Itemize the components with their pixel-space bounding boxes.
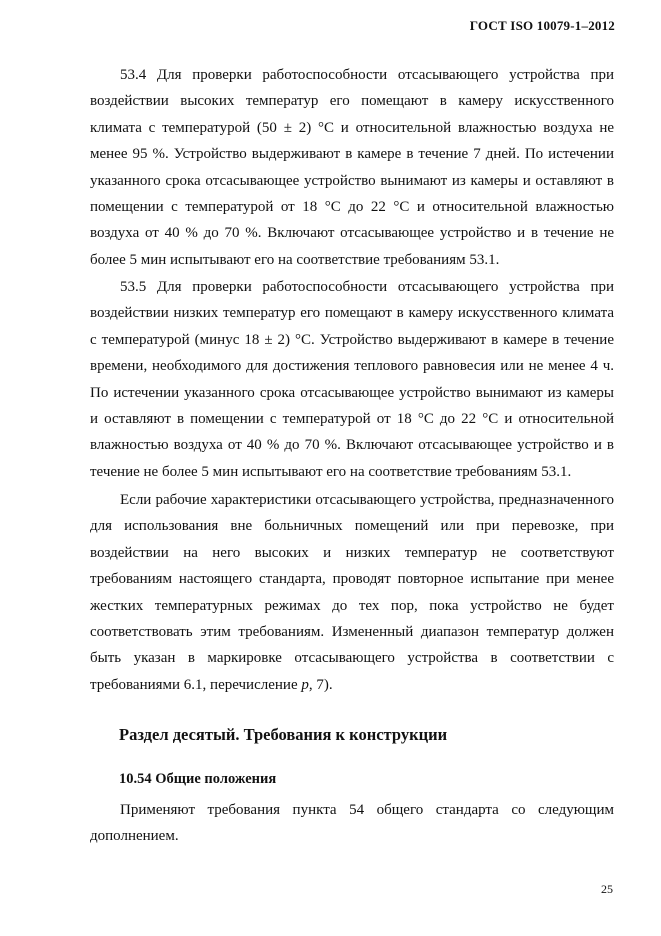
paragraph-if-text-main: Если рабочие характеристики отсасывающего устройства, предназначенного для использования вне больничных помещений или при перевозке, при воздействии на него высоких и низких температур не соответствуют требованиям настоящего стандарта, проводят повторное испытание при менее жестких температурных режимах до тех пор, пока устройство не будет соответствовать этим требованиям. Измененный диапазон температур должен быть указан в маркировке отсасывающего устройства в соответствии с требованиями 6.1, перечисление [90,492,614,693]
paragraph-53-4 [90,62,614,273]
paragraph-53-5-text: 53.5 Для проверки работоспособности отсасывающего устройства при воздействии низких температур его помещают в камеру искусственного климата с температурой (минус 18 ± 2) °С. Устройство выдерживают в камере в течение времени, необходимого для достижения теплового равновесия или не менее 4 ч. По истечении указанного срока отсасывающее устройство вынимают из камеры и оставляют в помещении с температурой от 18 °С до 22 °С и относительной влажностью воздуха от 40 % до 70 %. Включают отсасывающее устройство и в течение не более 5 мин испытывают его на соответствие требованиям 53.1. [90,279,614,480]
paragraph-if-text-end: , 7). [308,676,333,693]
paragraph-if-conditions-text [90,487,614,698]
section-heading: Раздел десятый. Требования к конструкции [119,725,448,744]
document-code-header: ГОСТ ISO 10079-1–2012 [469,18,615,33]
paragraph-53-5 [90,274,614,485]
paragraph-apply-requirements-text: Применяют требования пункта 54 общего стандарта со следующим дополнением. [90,802,614,845]
subsection-heading: 10.54 Общие положения [119,771,277,787]
paragraph-53-4-text: 53.4 Для проверки работоспособности отсасывающего устройства при воздействии высоких температур его помещают в камеру искусственного климата с температурой (50 ± 2) °С и относительной влажностью воздуха не менее 95 %. Устройство выдерживают в камере в течение 7 дней. По истечении указанного срока отсасывающее устройство вынимают из камеры и оставляют в помещении с температурой от 18 °С до 22 °С и относительной влажностью воздуха от 40 % до 70 %. Включают отсасывающее устройство и в течение не более 5 мин испытывают его на соответствие требованиям 53.1. [90,67,614,268]
paragraph-if-conditions [90,487,614,698]
page-number: 25 [601,882,613,896]
paragraph-if-text-italic: p [301,676,309,693]
paragraph-apply-requirements [90,797,614,850]
